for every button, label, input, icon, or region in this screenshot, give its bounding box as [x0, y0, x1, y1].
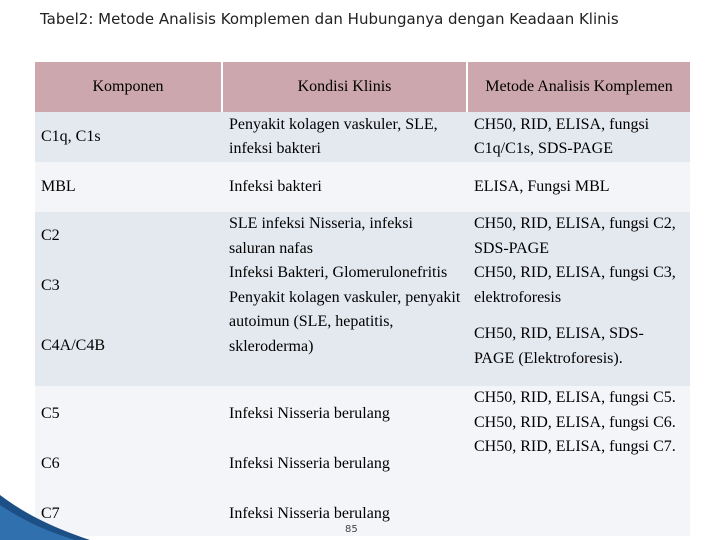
- cell-kondisi: Infeksi Nisseria berulang: [229, 405, 390, 422]
- page-number: 85: [345, 524, 358, 535]
- table-row-group: [35, 212, 690, 386]
- table-row: [35, 162, 690, 212]
- cell-metode: CH50, RID, ELISA, fungsi C2, SDS-PAGE: [474, 215, 676, 257]
- table-row-group: [35, 386, 690, 536]
- decorative-swoosh: [0, 455, 90, 540]
- header-kondisi-klinis: Kondisi Klinis: [223, 62, 468, 112]
- cell-metode: CH50, RID, ELISA, fungsi C1q/C1s, SDS-PAGE: [474, 115, 650, 157]
- kondisi-column: [223, 212, 468, 386]
- cell-metode: CH50, RID, ELISA, fungsi C7.: [474, 438, 676, 455]
- cell-metode: ELISA, Fungsi MBL: [474, 177, 610, 195]
- cell-komponen: C2: [41, 227, 60, 244]
- cell-kondisi: Infeksi Nisseria berulang: [229, 505, 390, 522]
- cell-kondisi: SLE infeksi Nisseria, infeksi saluran nafas: [229, 215, 413, 257]
- cell-kondisi: Infeksi Bakteri, Glomerulonefritis: [229, 264, 448, 281]
- cell-kondisi: Infeksi Nisseria berulang: [229, 455, 390, 472]
- cell-komponen: C3: [41, 277, 60, 294]
- table-title: Tabel2: Metode Analisis Komplemen dan Hubunganya dengan Keadaan Klinis: [40, 10, 619, 28]
- table-header-row: [35, 62, 690, 112]
- cell-metode: CH50, RID, ELISA, fungsi C6.: [474, 413, 676, 431]
- cell-metode: CH50, RID, ELISA, fungsi C5.: [474, 389, 676, 406]
- cell-komponen: C7: [41, 505, 60, 522]
- cell-metode: CH50, RID, ELISA, fungsi C3, elektroforesis: [474, 264, 676, 306]
- cell-komponen: C4A/C4B: [41, 337, 106, 354]
- cell-komponen: MBL: [41, 177, 76, 195]
- cell-metode: CH50, RID, ELISA, SDS-PAGE (Elektroforesis).: [474, 325, 644, 367]
- komponen-column: [35, 212, 223, 386]
- cell-komponen: C1q, C1s: [41, 127, 101, 145]
- header-komponen: Komponen: [35, 62, 223, 112]
- metode-column: [468, 212, 690, 386]
- cell-komponen: C5: [41, 405, 60, 422]
- cell-kondisi: Penyakit kolagen vaskuler, SLE, infeksi bakteri: [229, 115, 438, 157]
- table-row: [35, 112, 690, 162]
- cell-kondisi: Infeksi bakteri: [229, 177, 322, 195]
- kondisi-column: [223, 386, 468, 536]
- header-metode-analisis: Metode Analisis Komplemen: [485, 77, 673, 95]
- cell-kondisi: Penyakit kolagen vaskuler, penyakit autoimun (SLE, hepatitis, skleroderma): [229, 288, 461, 355]
- cell-komponen: C6: [41, 455, 60, 472]
- complement-table: [35, 62, 690, 536]
- metode-column: [468, 386, 690, 536]
